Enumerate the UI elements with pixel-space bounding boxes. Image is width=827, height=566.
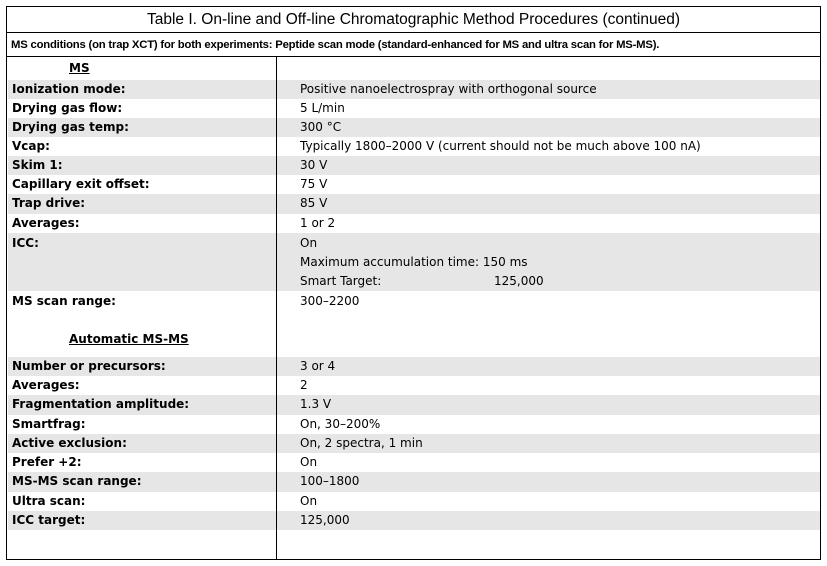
- row-label: Capillary exit offset:: [12, 177, 150, 191]
- row-label: ICC:: [12, 236, 39, 250]
- row-label: Drying gas flow:: [12, 101, 123, 115]
- row-value: 30 V: [300, 158, 328, 172]
- row-value: 100–1800: [300, 474, 360, 488]
- row-value: 75 V: [300, 177, 328, 191]
- section-heading-ms: MS: [69, 61, 90, 75]
- table-row: [8, 156, 820, 175]
- table-row: [8, 99, 820, 118]
- table-row: [8, 357, 820, 376]
- table-row: [8, 137, 820, 156]
- table-row-icc: [8, 233, 820, 291]
- row-label: Smartfrag:: [12, 417, 86, 431]
- row-value: 300–2200: [300, 294, 360, 308]
- row-value: 3 or 4: [300, 359, 336, 373]
- row-label: MS-MS scan range:: [12, 474, 142, 488]
- table-row: [8, 395, 820, 415]
- table-row: [8, 453, 820, 472]
- row-value: 85 V: [300, 196, 328, 210]
- row-value: On, 2 spectra, 1 min: [300, 436, 423, 450]
- table-row: [8, 492, 820, 511]
- column-divider: [276, 56, 277, 560]
- row-value: 1 or 2: [300, 216, 336, 230]
- icc-line-3-label: Smart Target:: [300, 274, 382, 288]
- table-row: [8, 118, 820, 137]
- row-label: Averages:: [12, 216, 80, 230]
- row-value: 5 L/min: [300, 101, 345, 115]
- row-value: Typically 1800–2000 V (current should not be much above 100 nA): [300, 139, 701, 153]
- row-label: Ionization mode:: [12, 82, 126, 96]
- row-label: Active exclusion:: [12, 436, 127, 450]
- row-label: Vcap:: [12, 139, 50, 153]
- table-row: [8, 80, 820, 99]
- row-label: Fragmentation amplitude:: [12, 397, 190, 411]
- row-value: 300 °C: [300, 120, 342, 134]
- row-label: Drying gas temp:: [12, 120, 129, 134]
- table-row: [8, 472, 820, 492]
- row-value: On, 30–200%: [300, 417, 381, 431]
- table-row: [8, 511, 820, 530]
- row-value: Positive nanoelectrospray with orthogonal source: [300, 82, 597, 96]
- icc-line-3-value: 125,000: [494, 274, 544, 288]
- header-divider: [7, 56, 820, 57]
- row-value: 125,000: [300, 513, 350, 527]
- row-value: 1.3 V: [300, 397, 332, 411]
- icc-line-1: On: [300, 236, 318, 250]
- table-row: [8, 376, 820, 395]
- icc-line-2: Maximum accumulation time: 150 ms: [300, 255, 528, 269]
- row-label: Skim 1:: [12, 158, 63, 172]
- row-value: On: [300, 455, 318, 469]
- row-label: Ultra scan:: [12, 494, 86, 508]
- row-label: Number or precursors:: [12, 359, 166, 373]
- row-value: 2: [300, 378, 308, 392]
- row-label: Trap drive:: [12, 196, 86, 210]
- table-row: [8, 292, 820, 312]
- table-row: [8, 175, 820, 194]
- table-row: [8, 194, 820, 214]
- table-subtitle: MS conditions (on trap XCT) for both experiments: Peptide scan mode (standard-enhanced for MS and ultra scan for MS-MS).: [11, 39, 660, 51]
- row-label: Prefer +2:: [12, 455, 82, 469]
- table-row: [8, 415, 820, 434]
- table-frame: [6, 6, 821, 560]
- table-row: [8, 434, 820, 453]
- row-label: Averages:: [12, 378, 80, 392]
- section-heading-msms: Automatic MS-MS: [69, 332, 189, 346]
- table-title: Table I. On-line and Off-line Chromatographic Method Procedures (continued): [7, 7, 820, 33]
- row-value: On: [300, 494, 318, 508]
- row-label: MS scan range:: [12, 294, 116, 308]
- row-label: ICC target:: [12, 513, 86, 527]
- table-row: [8, 214, 820, 233]
